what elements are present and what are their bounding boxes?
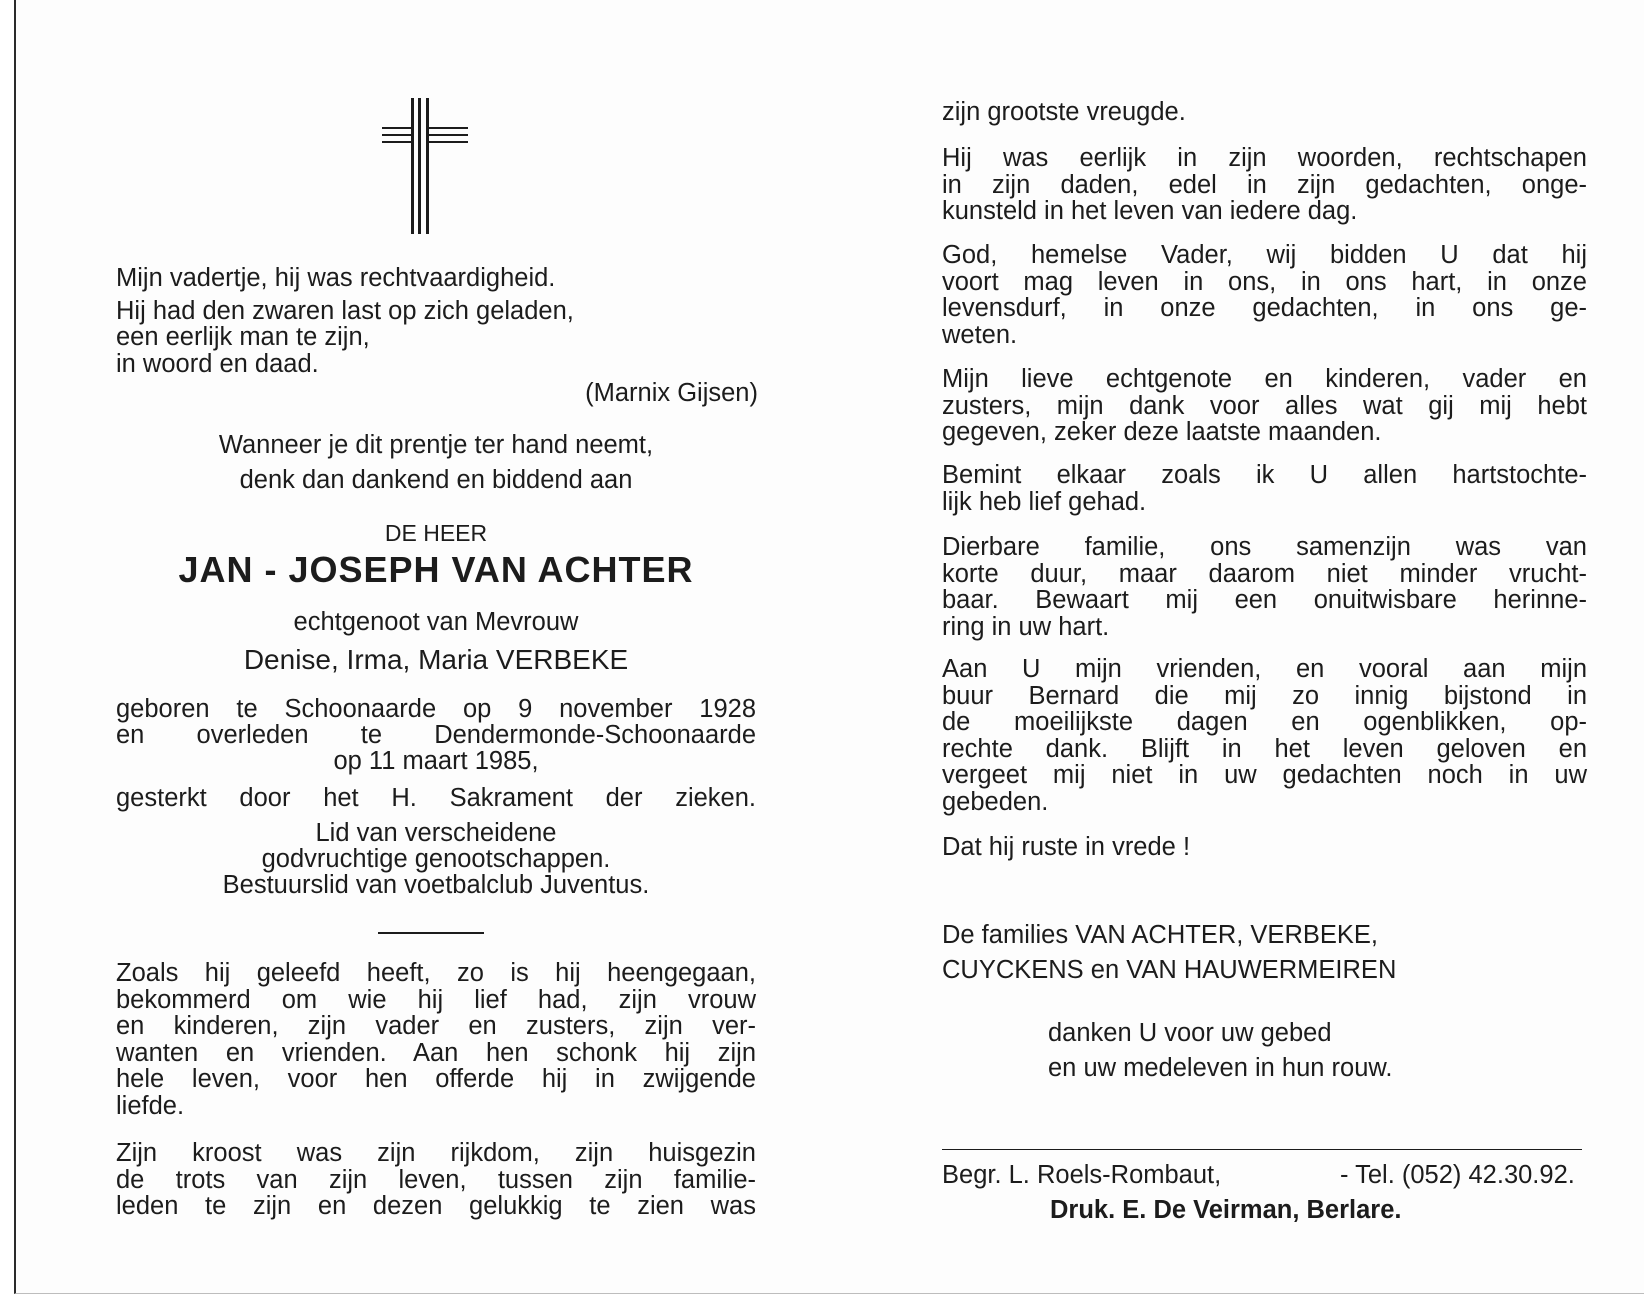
undertaker-tel: - Tel. (052) 42.30.92. xyxy=(1340,1161,1575,1189)
membership-line: Lid van verscheidene xyxy=(315,819,557,847)
text-line: buur Bernard die mij zo innig bijstond in xyxy=(942,681,1587,710)
text-line: Zoals hij geleefd heeft, zo is hij heengegaan, xyxy=(116,959,756,987)
text-line: Zijn kroost was zijn rijkdom, zijn huisgezin xyxy=(116,1139,756,1167)
cross-icon xyxy=(382,98,468,234)
text-line: wanten en vrienden. Aan hen schonk hij zijn xyxy=(116,1038,756,1067)
text-line: Mijn lieve echtgenote en kinderen, vader en xyxy=(942,365,1587,393)
paragraph-right-1 xyxy=(942,145,1587,225)
paragraph-right-4 xyxy=(942,462,1587,515)
paragraph-right-3 xyxy=(942,366,1587,446)
paragraph-right-6 xyxy=(942,656,1587,815)
intro-line-1: Wanneer je dit prentje ter hand neemt, xyxy=(218,431,654,459)
text-line: God, hemelse Vader, wij bidden U dat hij xyxy=(942,241,1587,269)
text-line: leden te zijn en dezen gelukkig te zien was xyxy=(116,1192,756,1220)
text-line: kunsteld in het leven van iedere dag. xyxy=(942,197,1358,225)
sacrament: gesterkt door het H. Sakrament der zieken. xyxy=(116,784,756,812)
quote xyxy=(116,265,756,377)
text-line: zusters, mijn dank voor alles wat gij mij hebt xyxy=(942,391,1587,420)
text-line: baar. Bewaart mij een onuitwisbare herinne- xyxy=(942,586,1587,614)
text-line: Aan U mijn vrienden, en vooral aan mijn xyxy=(942,655,1587,683)
death-date: op 11 maart 1985, xyxy=(333,747,539,775)
paragraph-left-2 xyxy=(116,1140,756,1220)
quote-line: in woord en daad. xyxy=(116,349,319,378)
death-line: en overleden te Dendermonde-Schoonaarde xyxy=(116,721,756,749)
text-line: Hij was eerlijk in zijn woorden, rechtschapen xyxy=(942,144,1587,172)
footer-divider xyxy=(942,1149,1582,1150)
paragraph-left-1 xyxy=(116,960,756,1119)
deceased-title: DE HEER xyxy=(384,520,488,546)
deceased-name: JAN - JOSEPH VAN ACHTER xyxy=(178,549,694,590)
families-line: CUYCKENS en VAN HAUWERMEIREN xyxy=(942,955,1397,984)
quote-line: Mijn vadertje, hij was rechtvaardigheid. xyxy=(116,264,556,292)
text-line: gebeden. xyxy=(942,787,1049,816)
text-line: ring in uw hart. xyxy=(942,612,1110,641)
text-line: lijk heb lief gehad. xyxy=(942,487,1147,516)
text-line: weten. xyxy=(942,320,1018,349)
paragraph-right-7 xyxy=(942,834,1190,861)
text-line: Dat hij ruste in vrede ! xyxy=(942,833,1191,861)
text-line: in zijn daden, edel in zijn gedachten, onge- xyxy=(942,170,1587,199)
thanks-line: danken U voor uw gebed xyxy=(1048,1019,1332,1047)
quote-line: een eerlijk man te zijn, xyxy=(116,323,370,351)
text-line: hele leven, voor hen offerde hij in zwijgende xyxy=(116,1065,756,1093)
divider xyxy=(378,932,484,934)
text-line: rechte dank. Blijft in het leven geloven en xyxy=(942,734,1587,763)
thanks-line: en uw medeleven in hun rouw. xyxy=(1048,1053,1393,1082)
thanks xyxy=(1048,1020,1392,1081)
text-line: liefde. xyxy=(116,1091,185,1120)
membership-line: godvruchtige genootschappen. xyxy=(261,845,611,873)
spouse-intro: echtgenoot van Mevrouw xyxy=(293,608,579,636)
text-line: Bemint elkaar zoals ik U allen hartstochte- xyxy=(942,461,1587,489)
paragraph-right-2 xyxy=(942,242,1587,348)
text-line: gegeven, zeker deze laatste maanden. xyxy=(942,418,1382,446)
intro-line-2: denk dan dankend en biddend aan xyxy=(239,466,633,494)
paragraph-right-0 xyxy=(942,99,1186,126)
text-line: en kinderen, zijn vader en zusters, zijn ver- xyxy=(116,1012,756,1040)
text-line: korte duur, maar daarom niet minder vrucht- xyxy=(942,559,1587,588)
text-line: de trots van zijn leven, tussen zijn familie- xyxy=(116,1165,756,1194)
birth-line: geboren te Schoonaarde op 9 november 1928 xyxy=(116,695,756,723)
text-line: bekommerd om wie hij lief had, zijn vrouw xyxy=(116,985,756,1014)
quote-author: (Marnix Gijsen) xyxy=(585,379,758,407)
text-line: de moeilijkste dagen en ogenblikken, op- xyxy=(942,708,1587,736)
paragraph-right-5 xyxy=(942,534,1587,640)
text-line: vergeet mij niet in uw gedachten noch in uw xyxy=(942,761,1587,789)
printer: Druk. E. De Veirman, Berlare. xyxy=(1050,1196,1402,1224)
membership-line: Bestuurslid van voetbalclub Juventus. xyxy=(222,871,650,899)
undertaker-name: Begr. L. Roels-Rombaut, xyxy=(942,1161,1222,1189)
footer-undertaker xyxy=(942,1162,1582,1189)
memorial-card xyxy=(14,0,1644,1294)
quote-line: Hij had den zwaren last op zich geladen, xyxy=(116,296,574,325)
families-line: De families VAN ACHTER, VERBEKE, xyxy=(942,921,1378,949)
text-line: Dierbare familie, ons samenzijn was van xyxy=(942,533,1587,561)
spouse-name: Denise, Irma, Maria VERBEKE xyxy=(243,644,629,675)
text-line: zijn grootste vreugde. xyxy=(942,98,1186,126)
text-line: levensdurf, in onze gedachten, in ons ge- xyxy=(942,294,1587,322)
text-line: voort mag leven in ons, in ons hart, in onze xyxy=(942,267,1587,296)
families xyxy=(942,922,1396,983)
